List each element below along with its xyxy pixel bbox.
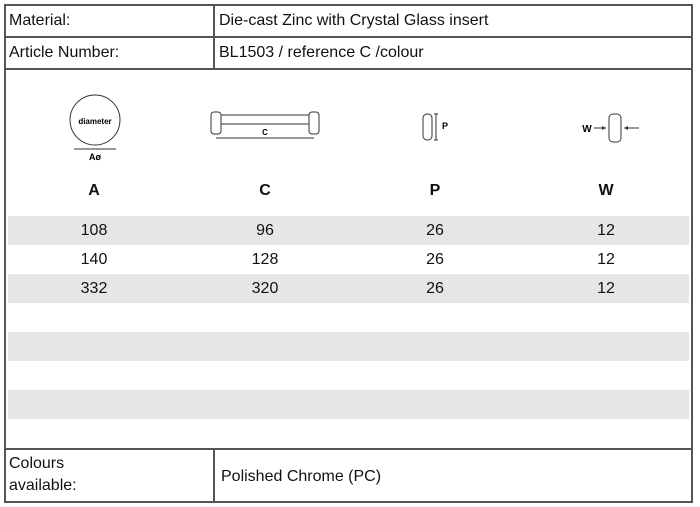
- table-cell: 26: [426, 222, 444, 239]
- table-row: [8, 216, 689, 245]
- article-value: BL1503 / reference C /colour: [219, 44, 424, 61]
- table-row: [8, 245, 689, 274]
- article-row: [6, 38, 691, 68]
- length-caption: C: [262, 128, 268, 137]
- colours-label: [6, 450, 215, 503]
- material-value: Die-cast Zinc with Crystal Glass insert: [219, 12, 489, 29]
- table-row-empty: [8, 332, 689, 361]
- table-cell: 12: [597, 280, 615, 297]
- colours-value: Polished Chrome (PC): [221, 468, 382, 485]
- projection-caption: P: [441, 121, 449, 131]
- table-cell: 128: [251, 251, 279, 268]
- table-cell: 12: [597, 251, 615, 268]
- column-header-c: C: [259, 182, 271, 199]
- diameter-text: diameter: [78, 117, 112, 126]
- table-row-empty: [8, 390, 689, 419]
- article-label: Article Number:: [6, 38, 215, 68]
- handle-width-icon: [579, 110, 645, 148]
- table-row: [8, 274, 689, 303]
- colours-label-line1: Colours: [9, 455, 65, 472]
- table-cell: 96: [256, 222, 274, 239]
- table-cell: 26: [426, 280, 444, 297]
- handle-length-icon: [209, 110, 323, 146]
- table-row-empty: [8, 303, 689, 332]
- width-caption: W: [582, 124, 592, 135]
- table-cell: 140: [80, 251, 108, 268]
- table-cell: 12: [597, 222, 615, 239]
- column-header-p: P: [429, 182, 441, 199]
- circle-diameter-icon: [64, 90, 126, 162]
- material-label: Material:: [6, 6, 215, 36]
- column-header-a: A: [88, 182, 100, 199]
- colours-label-line2: available:: [9, 477, 77, 494]
- handle-projection-icon: [418, 111, 458, 145]
- table-cell: 320: [251, 280, 279, 297]
- column-header-w: W: [598, 182, 614, 199]
- colours-row: [6, 450, 691, 503]
- spec-sheet: [4, 4, 693, 503]
- table-cell: 26: [426, 251, 444, 268]
- table-cell: 108: [80, 222, 108, 239]
- table-row-empty: [8, 361, 689, 390]
- diameter-caption: Aø: [89, 152, 101, 162]
- table-cell: 332: [80, 280, 108, 297]
- material-row: [6, 6, 691, 36]
- dimensions-section: [6, 70, 691, 448]
